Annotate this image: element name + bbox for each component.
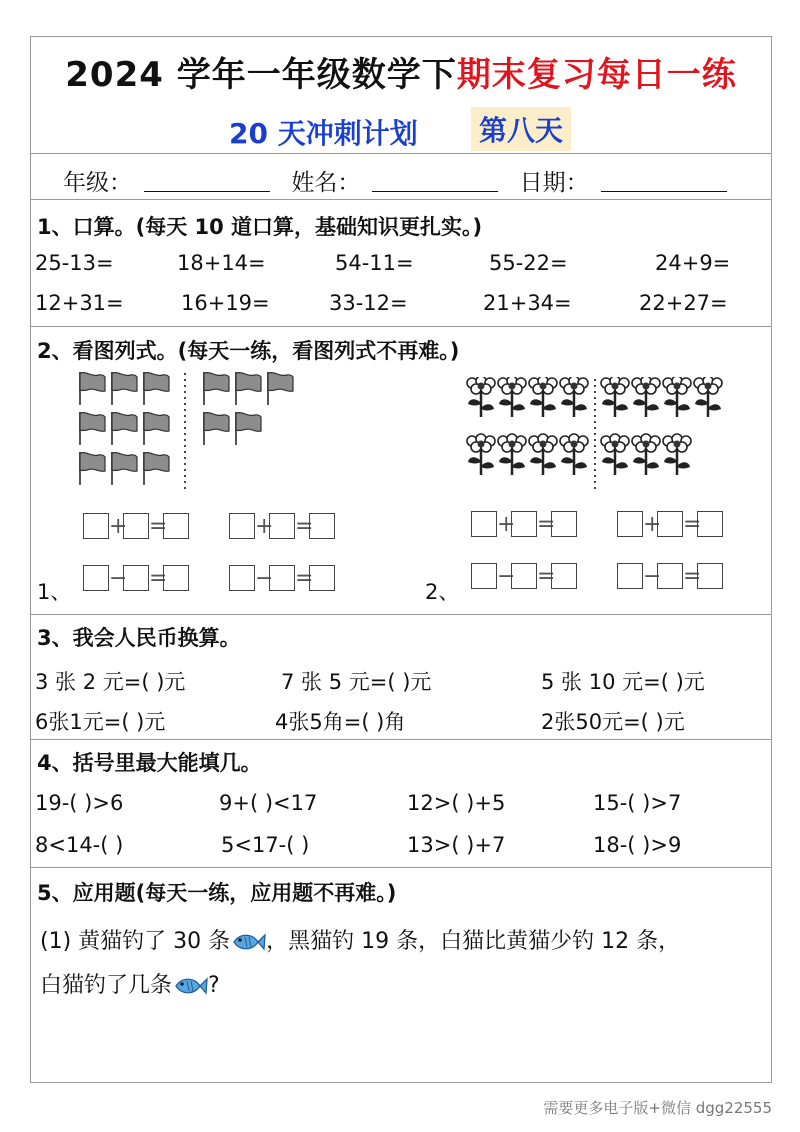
divider xyxy=(31,739,771,740)
answer-box[interactable] xyxy=(163,565,189,591)
flower-icon xyxy=(663,377,691,417)
problem-1-label: 1、 xyxy=(37,580,72,604)
answer-box[interactable] xyxy=(83,513,109,539)
money-problem: 7 张 5 元=( )元 xyxy=(281,670,432,694)
flower-icon xyxy=(601,377,629,417)
flower-icon xyxy=(663,434,691,475)
equals-sign: = xyxy=(537,511,556,537)
grade-field[interactable] xyxy=(144,170,270,192)
divider xyxy=(31,867,771,868)
equation-add xyxy=(229,513,335,539)
oral-problem: 18+14= xyxy=(177,251,266,275)
answer-box[interactable] xyxy=(229,513,255,539)
name-field[interactable] xyxy=(372,170,498,192)
flag-icon xyxy=(144,452,169,485)
flowers-picture xyxy=(465,377,725,492)
equation-subtract xyxy=(617,563,723,589)
answer-box[interactable] xyxy=(123,513,149,539)
fill-problem: 18-( )>9 xyxy=(593,833,682,857)
answer-box[interactable] xyxy=(657,511,683,537)
section4-title: 4、括号里最大能填几。 xyxy=(37,751,262,775)
name-label: 姓名： xyxy=(291,170,361,196)
answer-box[interactable] xyxy=(617,563,643,589)
flag-icon xyxy=(144,372,169,405)
equation-add xyxy=(617,511,723,537)
problem-text: ? xyxy=(208,973,220,998)
oral-problem: 33-12= xyxy=(329,291,408,315)
oral-problem: 22+27= xyxy=(639,291,728,315)
oral-problem: 21+34= xyxy=(483,291,572,315)
equals-sign: = xyxy=(295,513,314,539)
answer-box[interactable] xyxy=(657,563,683,589)
flower-icon xyxy=(560,377,588,417)
subtitle: 20 天冲刺计划 xyxy=(229,117,418,150)
equation-subtract xyxy=(229,565,335,591)
equals-sign: = xyxy=(149,513,168,539)
title-red: 期末复习每日一练 xyxy=(456,55,737,95)
plus-sign: + xyxy=(643,511,662,537)
flag-icon xyxy=(80,452,105,485)
flag-icon xyxy=(204,372,229,405)
fill-problem: 15-( )>7 xyxy=(593,791,682,815)
answer-box[interactable] xyxy=(269,513,295,539)
answer-box[interactable] xyxy=(163,513,189,539)
fill-problem: 12>( )+5 xyxy=(407,791,506,815)
minus-sign: − xyxy=(109,565,128,591)
flower-icon xyxy=(694,377,722,417)
flower-icon xyxy=(529,377,557,417)
flag-icon xyxy=(268,372,293,405)
flower-icon xyxy=(467,434,495,475)
equation-subtract xyxy=(83,565,189,591)
divider xyxy=(31,326,771,327)
answer-box[interactable] xyxy=(551,563,577,589)
flag-icon xyxy=(112,372,137,405)
section3-title: 3、我会人民币换算。 xyxy=(37,626,241,650)
answer-box[interactable] xyxy=(123,565,149,591)
minus-sign: − xyxy=(255,565,274,591)
answer-box[interactable] xyxy=(269,565,295,591)
answer-box[interactable] xyxy=(697,563,723,589)
equation-add xyxy=(471,511,577,537)
fill-problem: 19-( )>6 xyxy=(35,791,124,815)
money-problem: 3 张 2 元=( )元 xyxy=(35,670,186,694)
footer-note: 需要更多电子版+微信 dgg22555 xyxy=(543,1099,772,1117)
divider xyxy=(31,614,771,615)
word-problem-1 xyxy=(40,920,770,1008)
flag-icon xyxy=(112,412,137,445)
divider xyxy=(31,199,771,200)
answer-box[interactable] xyxy=(83,565,109,591)
oral-problem: 55-22= xyxy=(489,251,568,275)
fish-icon xyxy=(230,930,266,954)
fill-problem: 5<17-( ) xyxy=(221,833,310,857)
flag-icon xyxy=(204,412,229,445)
answer-box[interactable] xyxy=(309,565,335,591)
flag-icon xyxy=(236,372,261,405)
flower-icon xyxy=(632,434,660,475)
answer-box[interactable] xyxy=(511,563,537,589)
plus-sign: + xyxy=(497,511,516,537)
equation-add xyxy=(83,513,189,539)
fill-problem: 9+( )<17 xyxy=(219,791,318,815)
oral-problem: 16+19= xyxy=(181,291,270,315)
minus-sign: − xyxy=(643,563,662,589)
day-badge: 第八天 xyxy=(471,107,571,151)
oral-problem: 54-11= xyxy=(335,251,414,275)
answer-box[interactable] xyxy=(309,513,335,539)
flower-icon xyxy=(498,434,526,475)
section5-title: 5、应用题(每天一练，应用题不再难。) xyxy=(37,881,397,905)
money-problem: 6张1元=( )元 xyxy=(35,710,166,734)
section2-title: 2、看图列式。(每天一练，看图列式不再难。) xyxy=(37,339,460,363)
flags-picture xyxy=(77,371,307,496)
problem-2-label: 2、 xyxy=(425,580,460,604)
grade-label: 年级： xyxy=(63,170,132,196)
flag-icon xyxy=(144,412,169,445)
flower-icon xyxy=(529,434,557,475)
oral-problem: 25-13= xyxy=(35,251,114,275)
answer-box[interactable] xyxy=(471,511,497,537)
equals-sign: = xyxy=(683,563,702,589)
flower-icon xyxy=(601,434,629,475)
answer-box[interactable] xyxy=(511,511,537,537)
answer-box[interactable] xyxy=(229,565,255,591)
plus-sign: + xyxy=(109,513,128,539)
section1-title: 1、口算。(每天 10 道口算，基础知识更扎实。) xyxy=(37,215,483,239)
answer-box[interactable] xyxy=(617,511,643,537)
problem-text: (1) 黄猫钓了 30 条 xyxy=(40,929,231,954)
equals-sign: = xyxy=(683,511,702,537)
equation-subtract xyxy=(471,563,577,589)
oral-problem: 12+31= xyxy=(35,291,124,315)
minus-sign: − xyxy=(497,563,516,589)
equals-sign: = xyxy=(537,563,556,589)
plus-sign: + xyxy=(255,513,274,539)
date-label: 日期： xyxy=(519,170,589,196)
info-row xyxy=(63,164,741,197)
equals-sign: = xyxy=(295,565,314,591)
money-problem: 5 张 10 元=( )元 xyxy=(541,670,705,694)
fill-problem: 8<14-( ) xyxy=(35,833,124,857)
flag-icon xyxy=(80,372,105,405)
problem-text: 白猫钓了几条 xyxy=(40,973,173,998)
flower-icon xyxy=(632,377,660,417)
answer-box[interactable] xyxy=(697,511,723,537)
flag-icon xyxy=(80,412,105,445)
flower-icon xyxy=(498,377,526,417)
title-black: 2024 学年一年级数学下 xyxy=(65,55,457,95)
flag-icon xyxy=(236,412,261,445)
flower-icon xyxy=(467,377,495,417)
page-title xyxy=(31,47,771,96)
fish-icon xyxy=(172,974,208,998)
problem-text: ，黑猫钓 19 条，白猫比黄猫少钓 12 条， xyxy=(266,929,681,954)
answer-box[interactable] xyxy=(551,511,577,537)
fill-problem: 13>( )+7 xyxy=(407,833,506,857)
flower-icon xyxy=(560,434,588,475)
divider xyxy=(31,153,771,154)
oral-problem: 24+9= xyxy=(655,251,731,275)
equals-sign: = xyxy=(149,565,168,591)
flag-icon xyxy=(112,452,137,485)
answer-box[interactable] xyxy=(471,563,497,589)
money-problem: 4张5角=( )角 xyxy=(275,710,406,734)
money-problem: 2张50元=( )元 xyxy=(541,710,685,734)
date-field[interactable] xyxy=(601,170,727,192)
